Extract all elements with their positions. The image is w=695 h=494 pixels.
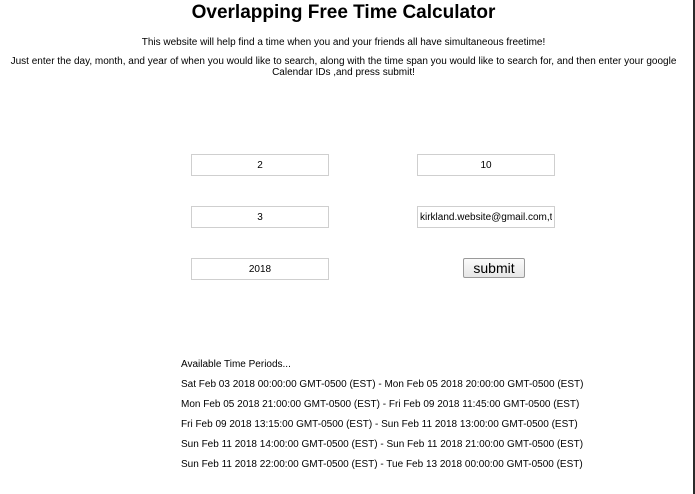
results-section <box>181 358 661 478</box>
submit-button[interactable]: submit <box>463 258 525 278</box>
year-input[interactable] <box>191 258 329 280</box>
time-span-input[interactable] <box>417 154 555 176</box>
day-input[interactable] <box>191 206 329 228</box>
instructions-text: Just enter the day, month, and year of when you would like to search, along with the time span you would like to search for, and then enter your google Calendar IDs ,and press submit! <box>10 56 677 78</box>
time-period-item: Mon Feb 05 2018 21:00:00 GMT-0500 (EST) - Fri Feb 09 2018 11:45:00 GMT-0500 (EST) <box>181 399 580 410</box>
time-period-item: Fri Feb 09 2018 13:15:00 GMT-0500 (EST) - Sun Feb 11 2018 13:00:00 GMT-0500 (EST) <box>181 419 578 430</box>
page-title: Overlapping Free Time Calculator <box>191 2 496 23</box>
time-period-item: Sat Feb 03 2018 00:00:00 GMT-0500 (EST) - Mon Feb 05 2018 20:00:00 GMT-0500 (EST) <box>181 379 584 390</box>
time-period-item: Sun Feb 11 2018 14:00:00 GMT-0500 (EST) - Sun Feb 11 2018 21:00:00 GMT-0500 (EST) <box>181 439 584 450</box>
time-period-item: Sun Feb 11 2018 22:00:00 GMT-0500 (EST) - Tue Feb 13 2018 00:00:00 GMT-0500 (EST) <box>181 459 583 470</box>
intro-text: This website will help find a time when you and your friends all have simultaneous freetime! <box>141 37 546 48</box>
results-heading: Available Time Periods... <box>181 359 291 370</box>
calendar-ids-input[interactable] <box>417 206 555 228</box>
month-input[interactable] <box>191 154 329 176</box>
